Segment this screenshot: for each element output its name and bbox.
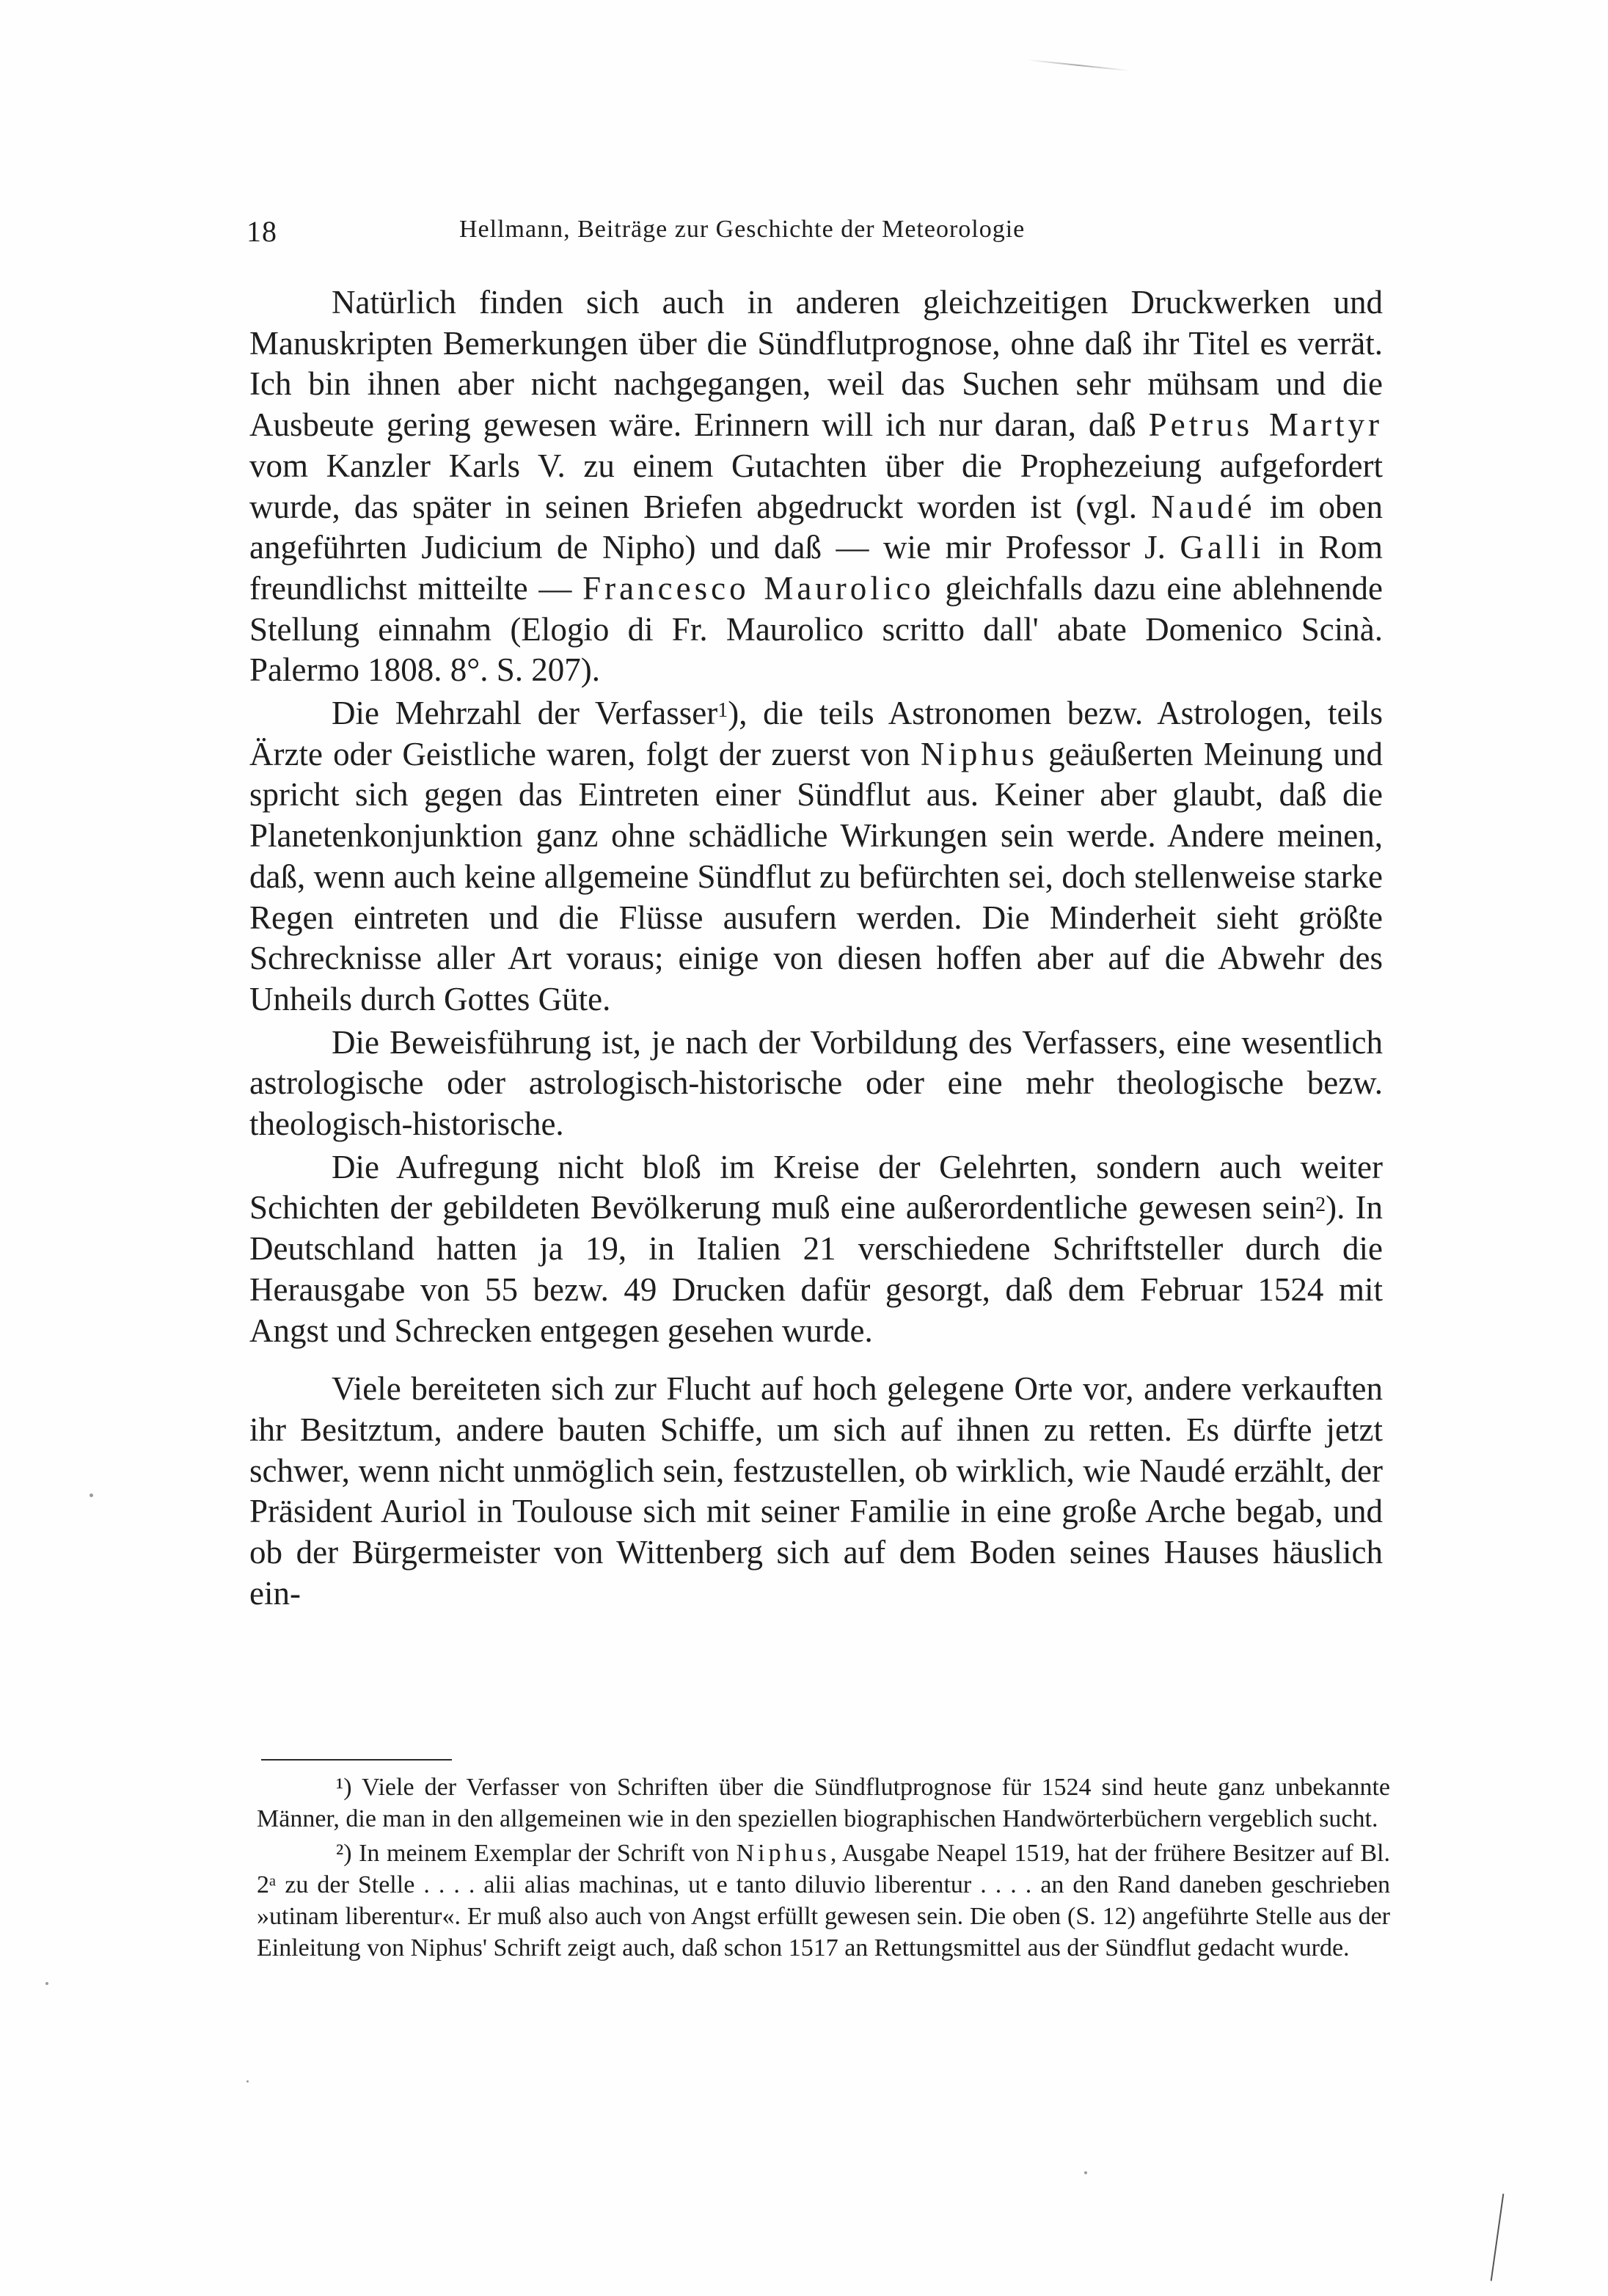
footnote-1 bbox=[257, 1772, 1390, 1835]
paragraph-1-text-e: gleichfalls dazu eine ablehnende Stellung einnahm (Elogio di Fr. Maurolico scritto dall' abate Domenico Scinà. Palermo 1808. 8°. S. 207). bbox=[249, 569, 1383, 689]
paragraph-1-text-c: im oben angeführten Judicium de Nipho) und daß — wie mir Professor J. bbox=[249, 488, 1384, 566]
paragraph-1-text-a: Natürlich finden sich auch in anderen gleichzeitigen Druckwerken und Manuskripten Bemerkungen über die Sündflutprognose, ohne daß ihr Titel es verrät. Ich bin ihnen aber nicht nachgegangen, weil das Suchen sehr mühsam und die Ausbeute gering gewesen wäre. Erinnern will ich nur daran, daß bbox=[249, 284, 1383, 444]
name-niphus: Niphus bbox=[920, 735, 1038, 772]
page-header bbox=[246, 214, 1156, 258]
paragraph-4-text-a: Die Aufregung nicht bloß im Kreise der Gelehrten, sondern auch weiter Schichten der gebildeten Bevölkerung muß eine außerordentliche gewesen sein bbox=[249, 1148, 1383, 1226]
footnotes bbox=[257, 1772, 1390, 1964]
running-head: Hellmann, Beiträge zur Geschichte der Meteorologie bbox=[459, 216, 1026, 243]
footnote-ref-2: 2 bbox=[1315, 1193, 1326, 1217]
footnote-2-text-a: In meinem Exemplar der Schrift von bbox=[351, 1840, 737, 1867]
paragraph-1-text-b: vom Kanzler Karls V. zu einem Gutachten über die Prophezeiung aufgefordert wurde, das später in seinen Briefen abgedruckt worden ist (vgl. bbox=[249, 447, 1383, 525]
paragraph-4-text-b: ). In Deutschland hatten ja 19, in Italien 21 verschiedene Schriftsteller durch die Herausgabe von 55 bezw. 49 Drucken dafür gesorgt, daß dem Februar 1524 mit Angst und Schrecken entgegen gesehen wurde. bbox=[249, 1189, 1383, 1349]
name-petrus-martyr: Petrus Martyr bbox=[1148, 406, 1383, 444]
name-naude: Naudé bbox=[1151, 488, 1256, 525]
paragraph-1-text-d: in Rom freundlichst mitteilte — bbox=[249, 529, 1383, 607]
scan-speck bbox=[1084, 2171, 1087, 2174]
footnote-2-text-b: , Ausgabe Neapel 1519, hat der frühere Besitzer auf Bl. 2ᵃ zu der Stelle . . . . alii alias machinas, ut e tanto diluvio liberentur . . . . an den Rand daneben geschrieben »utinam liberentur«. Er muß also auch von Angst erfüllt gewesen sein. Die oben (S. 12) angeführte Stelle aus der Einleitung von Niphus' Schrift zeigt auch, daß schon 1517 an Rettungsmittel aus der Sündflut gedacht wurde. bbox=[257, 1840, 1390, 1962]
page-number: 18 bbox=[246, 215, 277, 248]
name-francesco-maurolico: Francesco Maurolico bbox=[582, 569, 935, 607]
footnote-1-text: Viele der Verfasser von Schriften über die Sündflutprognose für 1524 sind heute ganz unbekannte Männer, die man in den allgemeinen wie in den speziellen biographischen Handwörterbüchern vergeblich sucht. bbox=[257, 1774, 1390, 1832]
scan-artifact-top bbox=[1027, 59, 1129, 72]
name-galli: Galli bbox=[1180, 529, 1265, 566]
paragraph-2-text-c: geäußerten Meinung und spricht sich gegen das Eintreten einer Sündflut aus. Keiner aber glaubt, daß die Planetenkonjunktion ganz ohne schädliche Wirkungen sein werde. Andere meinen, daß, wenn auch keine allgemeine Sündflut zu befürchten sei, doch stellenweise starke Regen eintreten und die Flüsse ausufern werden. Die Minderheit sieht größte Schrecknisse aller Art voraus; einige von diesen hoffen aber auf die Abwehr des Unheils durch Gottes Güte. bbox=[249, 735, 1383, 1017]
scan-artifact-right bbox=[1491, 2193, 1505, 2281]
footnote-2-marker: ²) bbox=[336, 1840, 352, 1867]
scan-speck bbox=[45, 1982, 48, 1985]
footnote-2 bbox=[257, 1838, 1390, 1964]
footnote-ref-1: 1 bbox=[717, 699, 728, 723]
body-text bbox=[249, 282, 1383, 1615]
paragraph-1 bbox=[249, 282, 1383, 691]
footnote-2-name-niphus: Niphus bbox=[736, 1840, 830, 1867]
footnote-separator bbox=[261, 1759, 452, 1761]
scan-speck bbox=[246, 2080, 249, 2083]
paragraph-2-text-b: ), die teils Astronomen bezw. Astrologen, teils Ärzte oder Geistliche waren, folgt der zuerst von bbox=[249, 695, 1383, 772]
paragraph-2-text-a: Die Mehrzahl der Verfasser bbox=[332, 695, 718, 732]
paragraph-4 bbox=[249, 1147, 1383, 1352]
paragraph-3: Die Beweisführung ist, je nach der Vorbildung des Verfassers, eine wesentlich astrologische oder astrologisch-historische oder eine mehr theologische bezw. theologisch-historische. bbox=[249, 1023, 1383, 1143]
scan-speck bbox=[89, 1494, 93, 1497]
paragraph-2 bbox=[249, 693, 1383, 1020]
footnote-1-marker: ¹) bbox=[336, 1774, 352, 1801]
paragraph-5: Viele bereiteten sich zur Flucht auf hoch gelegene Orte vor, andere verkauften ihr Besitztum, andere bauten Schiffe, um sich auf ihnen zu retten. Es dürfte jetzt schwer, wenn nicht unmöglich sein, festzustellen, ob wirklich, wie Naudé erzählt, der Präsident Auriol in Toulouse sich mit seiner Familie in eine große Arche begab, und ob der Bürgermeister von Wittenberg sich auf dem Boden seines Hauses häuslich ein- bbox=[249, 1370, 1383, 1612]
